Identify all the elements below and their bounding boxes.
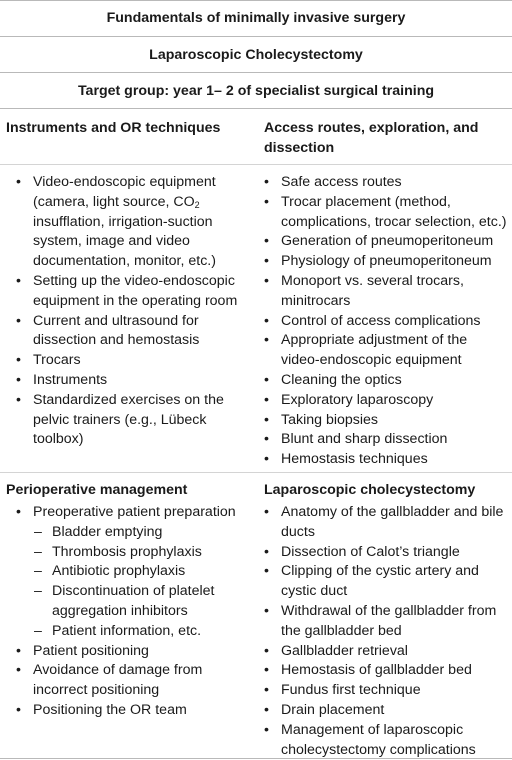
title-divider bbox=[0, 36, 512, 37]
sub-list-item: – Patient information, etc. bbox=[14, 622, 250, 642]
cholecystectomy-section bbox=[264, 480, 504, 500]
list-item: • Fundus first technique bbox=[262, 681, 508, 701]
list-item: • Exploratory laparoscopy bbox=[262, 391, 508, 411]
list-item: • Positioning the OR team bbox=[14, 701, 250, 721]
list-item: • Hemostasis of gallbladder bed bbox=[262, 661, 508, 681]
table-subtitle: Laparoscopic Cholecystectomy bbox=[149, 47, 363, 63]
perioperative-heading: Perioperative management bbox=[6, 482, 188, 498]
perioperative-list bbox=[14, 503, 250, 721]
list-item: • Gallbladder retrieval bbox=[262, 642, 508, 662]
list-item: • Preoperative patient preparation bbox=[14, 503, 250, 523]
cholecystectomy-list-wrap bbox=[262, 503, 508, 760]
access-section bbox=[264, 118, 504, 158]
list-item: • Taking biopsies bbox=[262, 411, 508, 431]
sub-list-item: – Discontinuation of platelet aggregation inhibitors bbox=[14, 582, 250, 622]
target-group: Target group: year 1– 2 of specialist surgical training bbox=[77, 83, 435, 99]
sub-list-item: – Thrombosis prophylaxis bbox=[14, 543, 250, 563]
list-item: • Anatomy of the gallbladder and bile ducts bbox=[262, 503, 508, 543]
list-item: • Hemostasis techniques bbox=[262, 450, 508, 470]
list-item: • Current and ultrasound for dissection and hemostasis bbox=[14, 312, 250, 352]
cholecystectomy-list bbox=[262, 503, 508, 760]
instruments-heading: Instruments and OR techniques bbox=[6, 120, 221, 136]
item-text: Video-endoscopic equipment (camera, light source, CO bbox=[33, 174, 216, 210]
header-divider bbox=[0, 108, 512, 109]
list-item: • Avoidance of damage from incorrect positioning bbox=[14, 661, 250, 701]
sub-list-item: – Bladder emptying bbox=[14, 523, 250, 543]
access-list-wrap bbox=[262, 173, 508, 470]
list-item: • Control of access complications bbox=[262, 312, 508, 332]
list-item: • Cleaning the optics bbox=[262, 371, 508, 391]
instruments-list-wrap bbox=[14, 173, 250, 450]
column-head-divider bbox=[0, 164, 512, 165]
instruments-list bbox=[14, 173, 250, 450]
list-item: • Management of laparoscopic cholecystectomy complications bbox=[262, 721, 508, 760]
cholecystectomy-heading: Laparoscopic cholecystectomy bbox=[264, 482, 476, 498]
list-item: • Blunt and sharp dissection bbox=[262, 430, 508, 450]
list-item: • Safe access routes bbox=[262, 173, 508, 193]
list-item: • Appropriate adjustment of the video-endoscopic equipment bbox=[262, 331, 508, 371]
perioperative-section bbox=[6, 480, 246, 500]
list-item: • Generation of pneumoperitoneum bbox=[262, 232, 508, 252]
subscript-text: 2 bbox=[194, 199, 200, 210]
list-item: • Clipping of the cystic artery and cystic duct bbox=[262, 562, 508, 602]
list-item: • Trocar placement (method, complications, trocar selection, etc.) bbox=[262, 193, 508, 233]
table-top-rule bbox=[0, 0, 512, 1]
list-item: • Physiology of pneumoperitoneum bbox=[262, 252, 508, 272]
list-item: • Standardized exercises on the pelvic trainers (e.g., Lübeck toolbox) bbox=[14, 391, 250, 450]
access-list bbox=[262, 173, 508, 470]
table-title: Fundamentals of minimally invasive surgery bbox=[106, 10, 406, 26]
subtitle-divider bbox=[0, 72, 512, 73]
list-item: • Withdrawal of the gallbladder from the gallbladder bed bbox=[262, 602, 508, 642]
section-divider bbox=[0, 472, 512, 473]
list-item: • Patient positioning bbox=[14, 642, 250, 662]
list-item: • Monoport vs. several trocars, minitrocars bbox=[262, 272, 508, 312]
list-item: • Instruments bbox=[14, 371, 250, 391]
item-text: insufflation, irrigation-suction system, image and video documentation, monitor, etc.) bbox=[33, 213, 216, 270]
sub-list-item: – Antibiotic prophylaxis bbox=[14, 562, 250, 582]
list-item: • Setting up the video-endoscopic equipment in the operating room bbox=[14, 272, 250, 312]
list-item: • Drain placement bbox=[262, 701, 508, 721]
list-item: • Dissection of Calot’s triangle bbox=[262, 543, 508, 563]
access-heading: Access routes, exploration, and dissection bbox=[264, 120, 479, 156]
perioperative-list-wrap bbox=[14, 503, 250, 721]
instruments-section bbox=[6, 118, 246, 138]
list-item bbox=[14, 173, 250, 272]
list-item: • Trocars bbox=[14, 351, 250, 371]
